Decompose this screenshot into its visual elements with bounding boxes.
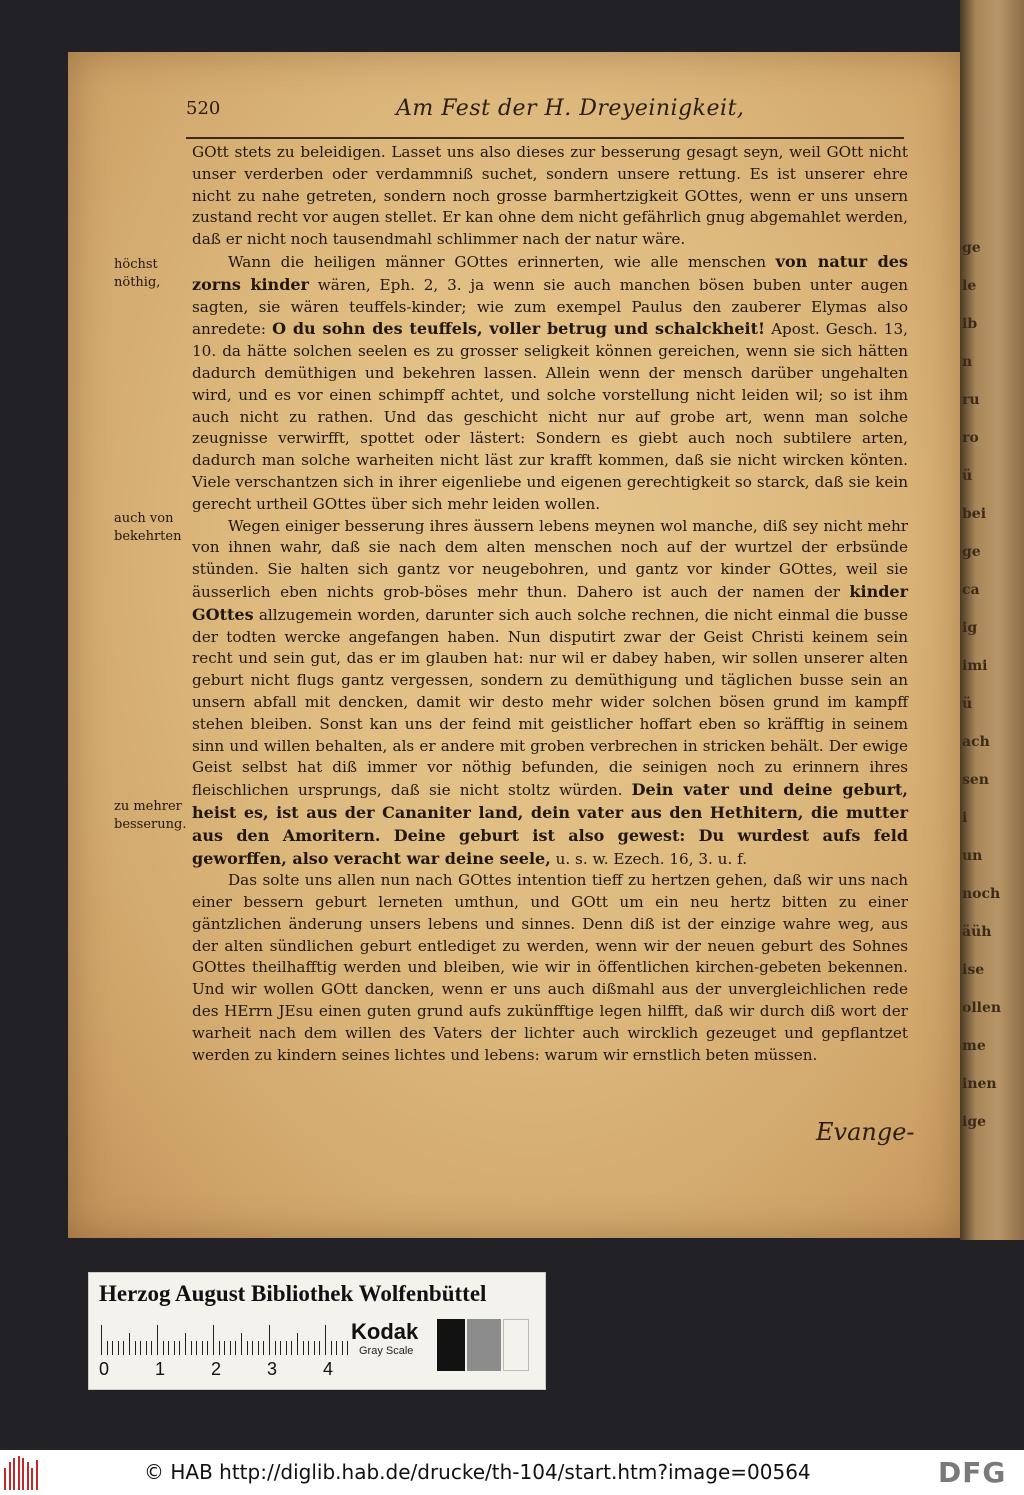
ruler-tick [269, 1325, 270, 1355]
paragraph [192, 142, 908, 251]
adjacent-page-fragment: ise [962, 962, 985, 978]
paragraph [192, 870, 908, 1066]
adjacent-page-fragment: un [962, 848, 983, 864]
hab-logo-bar [36, 1460, 38, 1490]
footer-bar [0, 1450, 1024, 1495]
ruler-tick [308, 1341, 309, 1355]
library-label-card [88, 1272, 546, 1390]
adjacent-page-fragment: ru [962, 392, 980, 408]
ruler-tick [297, 1333, 298, 1355]
ruler-tick [207, 1341, 208, 1355]
running-title: Am Fest der H. Dreyeinigkeit, [396, 96, 745, 121]
gray-swatch-dark [437, 1319, 465, 1371]
adjacent-page-fragment: ü [962, 468, 973, 484]
hab-logo-bar [18, 1456, 20, 1490]
ruler-tick [258, 1341, 259, 1355]
ruler-tick [263, 1341, 264, 1355]
hab-logo-bar [27, 1462, 29, 1490]
emphasized-text: kinder GOttes [192, 581, 908, 624]
ruler-tick [314, 1341, 315, 1355]
text-run: wären, Eph. 2, 3. ja wenn sie auch manchen bösen buben unter augen sagten, sie wären teuffels-kinder; wie zum exempel Paulus den zauberer Elymas also anredete: [192, 275, 908, 339]
page-header [186, 96, 904, 130]
hab-logo-bar [4, 1468, 6, 1490]
ruler-tick [101, 1325, 102, 1355]
emphasized-text: O du sohn des teuffels, voller betrug und schalckheit! [272, 319, 766, 339]
adjacent-page-fragment: ach [962, 734, 990, 750]
ruler-number: 1 [155, 1359, 166, 1379]
kodak-brand: Kodak [351, 1319, 419, 1344]
emphasized-text: von natur des zorns kinder [192, 251, 908, 294]
adjacent-page-fragment: imi [962, 658, 988, 674]
adjacent-page-fragment: ib [962, 316, 978, 332]
text-run: GOtt stets zu beleidigen. Lasset uns also dieses zur besserung gesagt seyn, weil GOtt nicht unser verderben oder verdammniß suchet, sondern unsere rettung. Es ist unserer ehre nicht zu nahe getreten, sondern noch grosse barmhertzigkeit GOttes, wenn er uns unsern zustand recht vor augen stellet. Er kan ohne dem nicht gefährlich gnug abgemahlet werden, daß er nicht noch tausendmahl schlimmer nach der natur wäre. [192, 143, 908, 249]
adjacent-page-fragment: ü [962, 696, 973, 712]
copyright-link[interactable]: © HAB http://diglib.hab.de/drucke/th-104/start.htm?image=00564 [144, 1460, 811, 1484]
ruler-number: 0 [99, 1359, 110, 1379]
ruler-tick [107, 1341, 108, 1355]
ruler-tick [213, 1325, 214, 1355]
ruler-tick [252, 1341, 253, 1355]
adjacent-page-fragment: ige [962, 1114, 987, 1130]
catchword: Evange- [816, 1118, 915, 1146]
margin-note: höchst nöthig, [114, 257, 161, 290]
adjacent-page-fragment: ge [962, 544, 981, 560]
text-run: Wann die heiligen männer GOttes erinnerten, wie alle menschen [228, 252, 776, 271]
book-page [68, 52, 960, 1238]
ruler-tick [336, 1341, 337, 1355]
ruler-tick [331, 1341, 332, 1355]
adjacent-page-fragment: inen [962, 1076, 997, 1092]
ruler-tick [247, 1341, 248, 1355]
emphasized-text: Dein vater und deine geburt, heist es, ist aus der Cananiter land, dein vater aus den Hethitern, die mutter aus den Amoritern. Deine geburt ist also gewest: Du wurdest aufs feld geworffen, also veracht war deine seele, [192, 780, 908, 868]
ruler-tick [185, 1333, 186, 1355]
margin-note: zu mehrer besserung. [114, 799, 187, 832]
hab-logo-icon [4, 1456, 42, 1490]
ruler-tick [112, 1341, 113, 1355]
hab-logo-bar [31, 1468, 33, 1490]
adjacent-page-fragment: i [962, 810, 968, 826]
text-run: Das solte uns allen nun nach GOttes intention tieff zu hertzen gehen, daß wir uns nach einer bessern geburt lerneten umthun, und GOtt um ein neu hertz bitten zu einer gäntzlichen änderung unsers lebens und sinnes. Denn diß ist der einzige wahre weg, aus der alten sündlichen geburt entlediget zu werden, wenn wir der neuen geburt des Sohnes GOttes theilhafftig werden und bleiben, wie wir in öffentlichen kirchen-gebeten bekennen. Und wir wollen GOtt dancken, wenn er uns auch dißmahl aus der unvergleichlichen rede des HErrn JEsu einen guten grund aufs zukünfftige legen hilfft, daß wir durch diß wort der warheit nach dem willen des Vaters der lichter auch wircklich gezeuget und gepflantzet werden zu kindern seines lichtes und lebens: warum wir ernstlich beten müssen. [192, 871, 908, 1064]
ruler-tick [319, 1341, 320, 1355]
text-run: Apost. Gesch. 13, 10. da hätte solchen seelen es zu grosser seligkeit können gereichen, wenn sie sich hätten dadurch demüthigen und bekehren lassen. Allein wenn der mensch darüber ungehalten wird, und es vor einen schimpff achtet, und solche vorstellung nicht leiden wil; so ist ihm auch nicht zu rathen. Und das geschicht nicht nur auf grobe art, wenn man solche zeugnisse verwirfft, spottet oder lästert: Sondern es giebt auch noch subtilere arten, dadurch man solche warheiten nicht läst zur krafft kommen, daß sie nicht wircken könten. Viele verschantzen sich in ihrer eigenliebe und eigenen gerechtigkeit so starck, daß sie kein gerecht urtheil GOttes über sich mehr leiden wollen. [192, 320, 908, 513]
ruler-tick [191, 1341, 192, 1355]
ruler-tick [235, 1341, 236, 1355]
ruler-tick [151, 1341, 152, 1355]
adjacent-page-fragment: n [962, 354, 973, 370]
library-name: Herzog August Bibliothek Wolfenbüttel [99, 1281, 487, 1306]
hab-logo-bar [13, 1458, 15, 1490]
margin-note: auch von bekehrten [114, 511, 182, 544]
ruler-number: 4 [323, 1359, 334, 1379]
hab-logo-bar [9, 1462, 11, 1490]
ruler-tick [157, 1325, 158, 1355]
ruler-tick [291, 1341, 292, 1355]
ruler-tick [135, 1341, 136, 1355]
ruler-tick [280, 1341, 281, 1355]
gray-swatch-light [503, 1319, 529, 1371]
adjacent-page-fragment: ge [962, 240, 981, 256]
ruler-tick [202, 1341, 203, 1355]
ruler-number: 3 [267, 1359, 278, 1379]
ruler-tick [230, 1341, 231, 1355]
adjacent-page-fragment: ig [962, 620, 978, 636]
adjacent-page-fragment: bei [962, 506, 987, 522]
ruler-tick [140, 1341, 141, 1355]
adjacent-page-fragment: ro [962, 430, 979, 446]
adjacent-page-edge [960, 0, 1024, 1240]
ruler-tick [129, 1333, 130, 1355]
hab-logo-bar [22, 1458, 24, 1490]
ruler-tick [347, 1341, 348, 1355]
text-run: u. s. w. Ezech. 16, 3. u. f. [550, 849, 748, 868]
paragraph [192, 516, 908, 871]
ruler-number: 2 [211, 1359, 222, 1379]
ruler-tick [123, 1341, 124, 1355]
ruler-tick [179, 1341, 180, 1355]
ruler-tick [163, 1341, 164, 1355]
text-run: allzugemein worden, darunter sich auch solche rechnen, die nicht einmal die busse der todten wercke angefangen haben. Nun disputirt zwar der Geist Christi keinem sein recht und sein gut, das er im glauben hat: nur wil er dabey haben, wir sollen unserer alten geburt nicht flugs gantz vergessen, sondern zu demüthigung und täglichen busse sein an unsern abfall mit dencken, damit wir desto mehr wider solchen bösen grund im kampff stehen bleiben. Sonst kan uns der feind mit geistlicher hoffart eben so kräfftig in seinem sinn und willen behalten, als er andere mit groben verbrechen in stricken behält. Der ewige Geist selbst hat diß immer vor nöthig befunden, die seinigen noch zu erinnern ihres fleischlichen ursprungs, daß sie nicht stoltz würden. [192, 605, 908, 800]
adjacent-page-fragment: ollen [962, 1000, 1002, 1016]
adjacent-page-fragment: le [962, 278, 977, 294]
ruler-tick [196, 1341, 197, 1355]
ruler-tick [219, 1341, 220, 1355]
body-text [192, 142, 908, 1066]
ruler-tick [325, 1325, 326, 1355]
ruler-tick [118, 1341, 119, 1355]
measuring-ruler [101, 1321, 341, 1355]
ruler-tick [174, 1341, 175, 1355]
header-rule [186, 137, 904, 139]
ruler-tick [303, 1341, 304, 1355]
adjacent-page-fragment: ca [962, 582, 980, 598]
adjacent-page-fragment: me [962, 1038, 986, 1054]
adjacent-page-fragment: noch [962, 886, 1001, 902]
ruler-tick [275, 1341, 276, 1355]
ruler-tick [342, 1341, 343, 1355]
adjacent-page-fragment: äüh [962, 924, 992, 940]
gray-scale-label: Gray Scale [359, 1345, 414, 1357]
ruler-tick [224, 1341, 225, 1355]
ruler-tick [241, 1333, 242, 1355]
page-number: 520 [186, 98, 221, 119]
ruler-tick [168, 1341, 169, 1355]
ruler-tick [286, 1341, 287, 1355]
gray-swatch-mid [467, 1319, 501, 1371]
paragraph [192, 251, 908, 516]
dfg-logo: DFG [938, 1456, 1007, 1489]
ruler-tick [146, 1341, 147, 1355]
adjacent-page-fragment: sen [962, 772, 989, 788]
text-run: Wegen einiger besserung ihres äussern lebens meynen wol manche, diß sey nicht mehr von ihnen wahr, daß sie nach dem alten menschen noch auf der wurtzel der erbsünde stünden. Sie halten sich gantz vor neugebohren, und gantz vor kinder GOttes, weil sie äusserlich eben nichts grob-böses mehr thun. Dahero ist auch der namen der [192, 516, 908, 601]
